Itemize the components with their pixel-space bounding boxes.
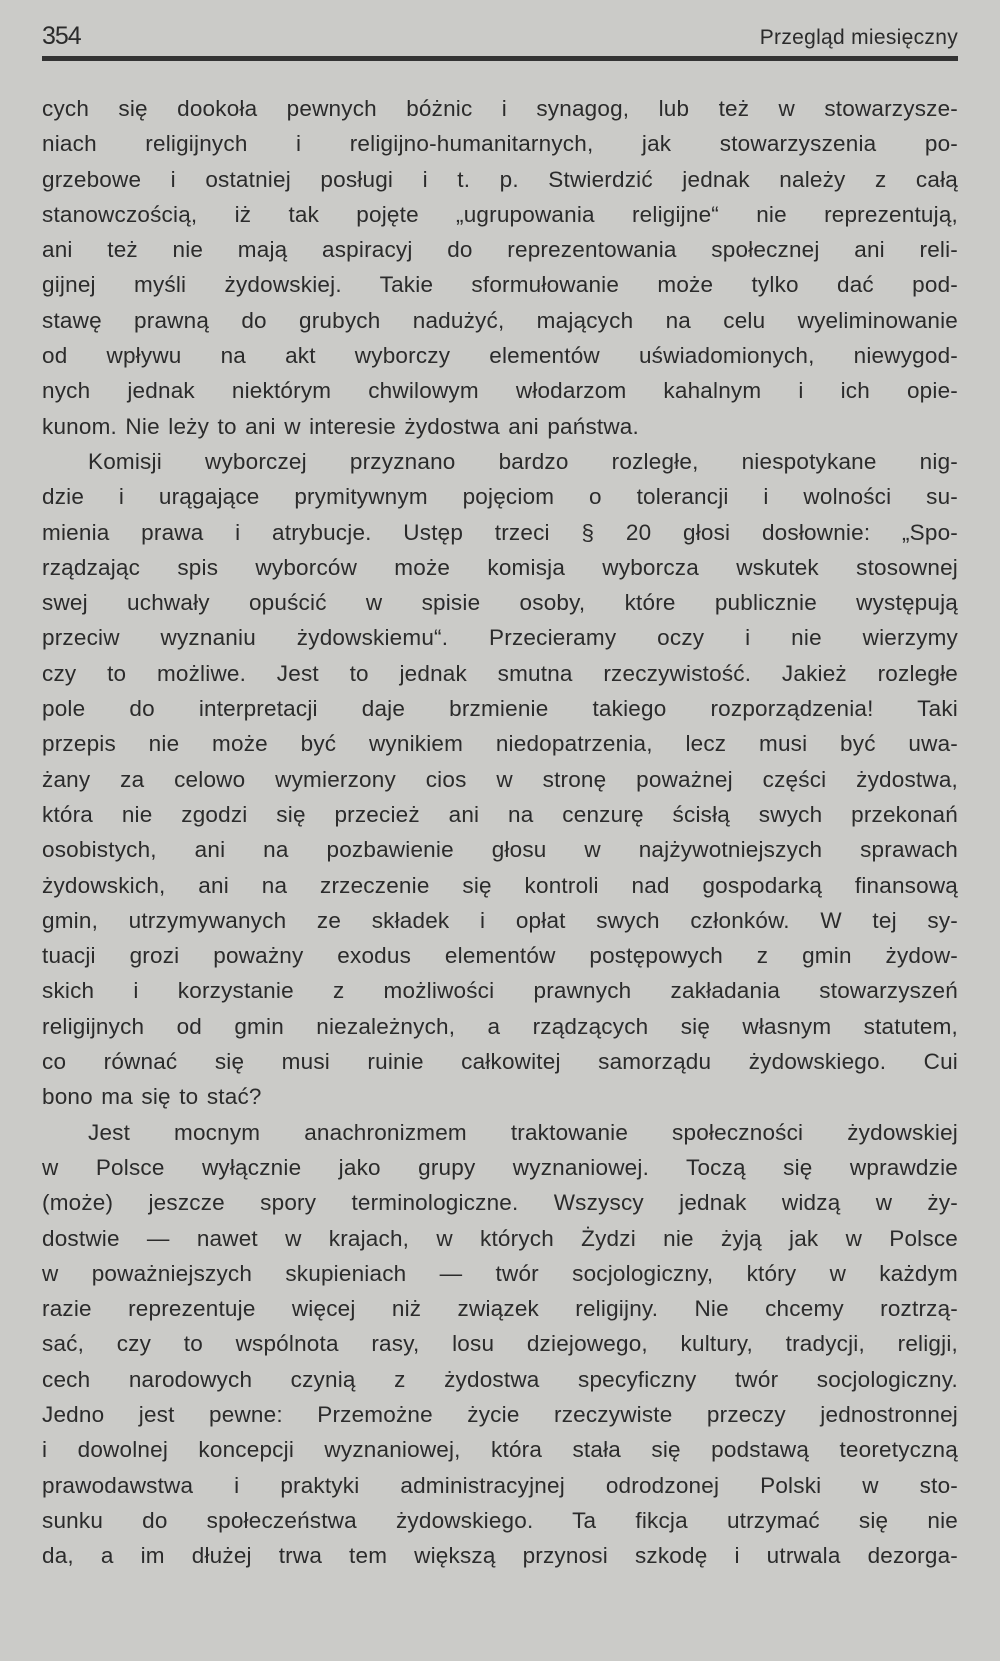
body-text <box>42 91 958 1573</box>
text-line: pole do interpretacji daje brzmienie takiego rozporządzenia! Taki <box>42 696 958 722</box>
text-line: Jest mocnym anachronizmem traktowanie społeczności żydowskiej <box>88 1119 958 1145</box>
text-line: żany za celowo wymierzony cios w stronę poważnej części żydostwa, <box>42 766 958 792</box>
text-line: co równać się musi ruinie całkowitej samorządu żydowskiego. Cui <box>42 1049 958 1075</box>
text-line: przeciw wyznaniu żydowskiemu“. Przecieramy oczy i nie wierzymy <box>42 625 958 651</box>
text-line: rządzając spis wyborców może komisja wyborcza wskutek stosownej <box>42 554 958 580</box>
text-line: niach religijnych i religijno-humanitarnych, jak stowarzyszenia po- <box>42 131 958 157</box>
running-title: Przegląd miesięczny <box>759 26 958 49</box>
text-line: razie reprezentuje więcej niż związek religijny. Nie chcemy roztrzą- <box>42 1296 958 1322</box>
text-line: w Polsce wyłącznie jako grupy wyznaniowej. Toczą się wprawdzie <box>42 1154 958 1180</box>
text-line: dostwie — nawet w krajach, w których Żydzi nie żyją jak w Polsce <box>42 1225 958 1251</box>
text-line: żydowskich, ani na zrzeczenie się kontroli nad gospodarką finansową <box>42 872 958 898</box>
header-rule <box>42 56 958 61</box>
text-line: kunom. Nie leży to ani w interesie żydostwa ani państwa. <box>42 413 639 439</box>
text-line: sunku do społeczeństwa żydowskiego. Ta fikcja utrzymać się nie <box>42 1507 958 1533</box>
text-line: cych się dookoła pewnych bóżnic i synagog, lub też w stowarzysze- <box>42 96 958 121</box>
text-line: mienia prawa i atrybucje. Ustęp trzeci § 20 głosi dosłownie: „Spo- <box>42 519 958 545</box>
text-line: ani też nie mają aspiracyj do reprezentowania społecznej ani reli- <box>42 237 958 263</box>
text-line: czy to możliwe. Jest to jednak smutna rzeczywistość. Jakież rozległe <box>42 660 958 686</box>
text-line: w poważniejszych skupieniach — twór socjologiczny, który w każdym <box>42 1260 958 1286</box>
text-line: bono ma się to stać? <box>42 1084 262 1110</box>
text-line: która nie zgodzi się przecież ani na cenzurę ścisłą swych przekonań <box>42 801 958 827</box>
text-line: od wpływu na akt wyborczy elementów uświadomionych, niewygod- <box>42 343 958 369</box>
text-line: grzebowe i ostatniej posługi i t. p. Stwierdzić jednak należy z całą <box>42 166 958 192</box>
text-line: (może) jeszcze spory terminologiczne. Wszyscy jednak widzą w ży- <box>42 1190 958 1216</box>
text-line: prawodawstwa i praktyki administracyjnej odrodzonej Polski w sto- <box>42 1472 958 1498</box>
text-line: skich i korzystanie z możliwości prawnych zakładania stowarzyszeń <box>42 978 958 1004</box>
text-line: gmin, utrzymywanych ze składek i opłat swych członków. W tej sy- <box>42 907 958 933</box>
text-line: nych jednak niektórym chwilowym włodarzom kahalnym i ich opie- <box>42 378 958 404</box>
text-line: stawę prawną do grubych nadużyć, mających na celu wyeliminowanie <box>42 307 958 333</box>
text-line: gijnej myśli żydowskiej. Takie sformułowanie może tylko dać pod- <box>42 272 958 298</box>
text-line: tuacji grozi poważny exodus elementów postępowych z gmin żydow- <box>42 943 958 969</box>
text-line: swej uchwały opuścić w spisie osoby, które publicznie występują <box>42 590 958 616</box>
text-line: da, a im dłużej trwa tem większą przynosi szkodę i utrwala dezorga- <box>42 1543 958 1569</box>
text-line: stanowczością, iż tak pojęte „ugrupowania religijne“ nie reprezentują, <box>42 201 958 227</box>
text-line: Jedno jest pewne: Przemożne życie rzeczywiste przeczy jednostronnej <box>42 1401 958 1427</box>
text-line: przepis nie może być wynikiem niedopatrzenia, lecz musi być uwa- <box>42 731 958 757</box>
text-line: osobistych, ani na pozbawienie głosu w najżywotniejszych sprawach <box>42 837 958 863</box>
page-number: 354 <box>42 22 81 50</box>
text-line: dzie i urągające prymitywnym pojęciom o tolerancji i wolności su- <box>42 484 958 510</box>
text-line: Komisji wyborczej przyznano bardzo rozległe, niespotykane nig- <box>88 448 958 474</box>
text-line: religijnych od gmin niezależnych, a rządzących się własnym statutem, <box>42 1013 958 1039</box>
text-line: sać, czy to wspólnota rasy, losu dziejowego, kultury, tradycji, religji, <box>42 1331 958 1357</box>
text-line: cech narodowych czynią z żydostwa specyficzny twór socjologiczny. <box>42 1366 958 1392</box>
text-line: i dowolnej koncepcji wyznaniowej, która stała się podstawą teoretyczną <box>42 1437 958 1463</box>
